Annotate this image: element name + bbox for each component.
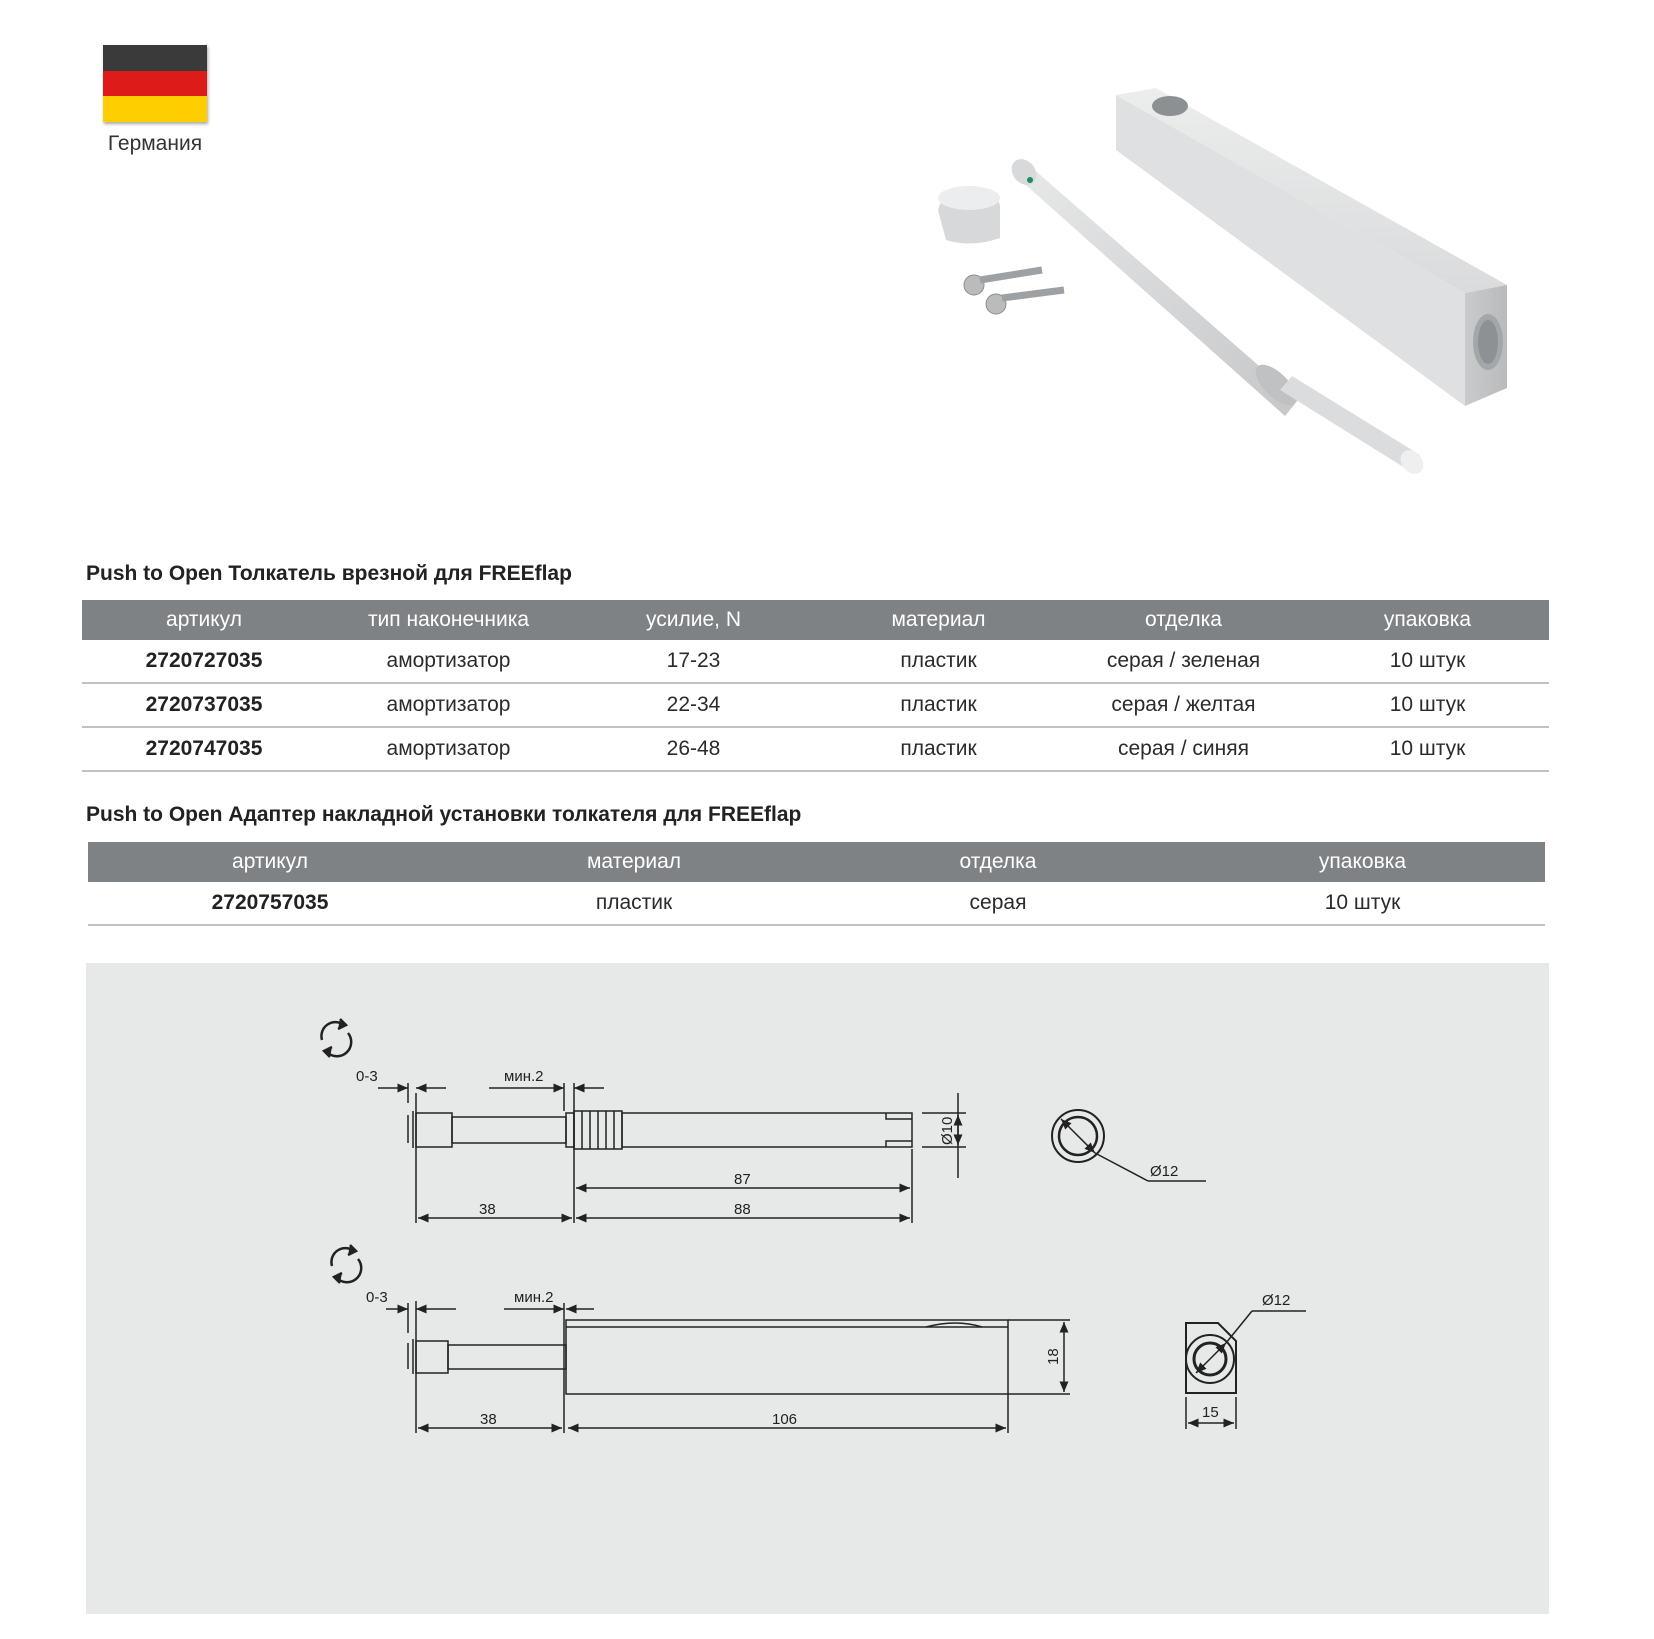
- rubber-cap: [938, 186, 1000, 244]
- flag-stripe-gold: [103, 96, 207, 122]
- top-diam-body-label: Ø10: [939, 1116, 956, 1145]
- table-header-row: [82, 600, 1549, 640]
- bottom-len-rod-label: 38: [480, 1411, 497, 1428]
- pack-cell: 10 штук: [1180, 882, 1545, 925]
- force-cell: 22-34: [571, 683, 816, 727]
- technical-drawing: [86, 963, 1549, 1614]
- col-header: упаковка: [1180, 842, 1545, 882]
- sku-cell: 2720747035: [82, 727, 326, 771]
- bottom-diam-label: Ø12: [1262, 1292, 1291, 1309]
- force-cell: 17-23: [571, 640, 816, 683]
- bottom-min-label: мин.2: [514, 1289, 554, 1306]
- col-header: отделка: [1061, 600, 1306, 640]
- top-adjust-label: 0-3: [356, 1068, 378, 1085]
- table-row: [82, 727, 1549, 771]
- col-header: артикул: [82, 600, 326, 640]
- top-len-rod-label: 38: [479, 1201, 496, 1218]
- col-header: материал: [816, 600, 1061, 640]
- push-rod-drawing: [321, 1019, 1206, 1223]
- tip-cell: амортизатор: [326, 727, 571, 771]
- top-len-body-label: 87: [734, 1171, 751, 1188]
- material-cell: пластик: [816, 640, 1061, 683]
- finish-cell: серая / зеленая: [1061, 640, 1306, 683]
- bottom-width-label: 15: [1202, 1404, 1219, 1421]
- section2-table: [88, 842, 1545, 926]
- sku-cell: 2720737035: [82, 683, 326, 727]
- sku-cell: 2720727035: [82, 640, 326, 683]
- bottom-adjust-label: 0-3: [366, 1289, 388, 1306]
- material-cell: пластик: [816, 727, 1061, 771]
- finish-cell: серая: [816, 882, 1180, 925]
- flag-stripe-red: [103, 71, 207, 97]
- table-header-row: [88, 842, 1545, 882]
- section2-title: Push to Open Адаптер накладной установки толкателя для FREEflap: [86, 803, 802, 826]
- table-row: [82, 640, 1549, 683]
- top-min-label: мин.2: [504, 1068, 544, 1085]
- col-header: артикул: [88, 842, 452, 882]
- technical-drawing-panel: [86, 963, 1549, 1614]
- top-diam-end-label: Ø12: [1150, 1163, 1179, 1180]
- adapter-drawing: [331, 1245, 1306, 1433]
- finish-cell: серая / синяя: [1061, 727, 1306, 771]
- tip-cell: амортизатор: [326, 640, 571, 683]
- section1-title: Push to Open Толкатель врезной для FREEflap: [86, 562, 572, 585]
- rotate-icon: [331, 1245, 361, 1283]
- bottom-len-body-label: 106: [772, 1411, 798, 1428]
- material-cell: пластик: [816, 683, 1061, 727]
- product-photo: [900, 70, 1540, 510]
- pack-cell: 10 штук: [1306, 640, 1549, 683]
- pack-cell: 10 штук: [1306, 727, 1549, 771]
- top-len-total-label: 88: [734, 1201, 751, 1218]
- rotate-icon: [321, 1019, 351, 1057]
- bottom-height-label: 18: [1045, 1348, 1062, 1365]
- housing-block: [1116, 88, 1507, 406]
- sku-cell: 2720757035: [88, 882, 452, 925]
- table-row: [82, 683, 1549, 727]
- pack-cell: 10 штук: [1306, 683, 1549, 727]
- material-cell: пластик: [452, 882, 816, 925]
- col-header: материал: [452, 842, 816, 882]
- country-label: Германия: [107, 132, 203, 155]
- screws: [964, 270, 1064, 314]
- tip-cell: амортизатор: [326, 683, 571, 727]
- col-header: упаковка: [1306, 600, 1549, 640]
- finish-cell: серая / желтая: [1061, 683, 1306, 727]
- table-row: [88, 882, 1545, 925]
- section1-table: [82, 600, 1549, 772]
- col-header: тип наконечника: [326, 600, 571, 640]
- flag-stripe-black: [103, 45, 207, 71]
- col-header: усилие, N: [571, 600, 816, 640]
- germany-flag-icon: [103, 45, 207, 122]
- col-header: отделка: [816, 842, 1180, 882]
- force-cell: 26-48: [571, 727, 816, 771]
